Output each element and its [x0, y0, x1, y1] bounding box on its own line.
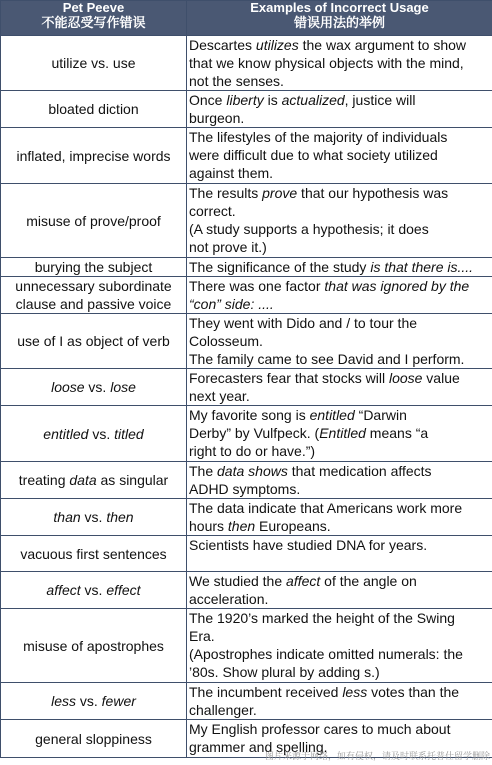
example-text: that medication affects [287, 463, 432, 479]
pet-peeve-text: vs. [80, 582, 107, 598]
example-line [189, 184, 492, 202]
example-cell [187, 499, 492, 536]
example-text: data shows [217, 463, 288, 479]
example-text: Europeans. [255, 518, 331, 534]
pet-peeve-cell [1, 683, 187, 720]
pet-peeve-text: vs. [88, 425, 115, 442]
example-line [189, 406, 492, 424]
example-cell [187, 184, 492, 258]
example-line [189, 701, 492, 719]
pet-peeve-text: inflated, imprecise words [16, 147, 171, 164]
pet-peeve-cell [1, 184, 187, 258]
example-line [189, 109, 492, 127]
example-text: Forecasters fear that stocks will [189, 370, 389, 386]
header-examples [187, 1, 492, 36]
example-text: The incumbent received [189, 684, 343, 700]
example-text: liberty [226, 92, 264, 108]
example-line [189, 314, 492, 332]
pet-peeve-text: affect [46, 582, 81, 598]
example-text: Once [189, 92, 227, 108]
example-text: against them. [189, 165, 274, 181]
example-text: then [227, 518, 256, 534]
table-row [1, 369, 492, 406]
table-row [1, 683, 492, 720]
watermark-text: 图片来源于网络，如有侵权，请及时联系托普仕留学删除 [264, 752, 490, 762]
example-line [189, 36, 492, 54]
example-line [189, 683, 492, 701]
example-line [189, 590, 492, 608]
example-text: is that there is.... [370, 259, 474, 275]
example-text: value [422, 370, 460, 386]
example-text: challenger. [189, 702, 257, 718]
example-line [189, 72, 492, 90]
pet-peeve-cell [1, 406, 187, 462]
example-line [189, 332, 492, 350]
pet-peeve-text: general sloppiness [35, 730, 152, 747]
example-text: of the angle on [320, 573, 417, 589]
example-text: There was one factor [189, 278, 325, 294]
example-text: Scientists have studied DNA for years. [189, 537, 428, 553]
table-row [1, 258, 492, 277]
example-line [189, 295, 492, 313]
example-cell [187, 277, 492, 314]
pet-peeve-text: as singular [96, 472, 169, 488]
pet-peeve-text: lose [110, 379, 136, 395]
example-text: The family came to see David and I perform. [189, 351, 465, 367]
example-text: Descartes [189, 37, 256, 53]
example-cell [187, 258, 492, 277]
example-text: Derby” by Vulfpeck. ( [189, 425, 320, 441]
example-text: that was ignored by the [324, 278, 470, 294]
pet-peeve-cell [1, 277, 187, 314]
example-line [189, 128, 492, 146]
example-text: Era. [189, 628, 215, 644]
pet-peeve-cell [1, 128, 187, 184]
pet-peeve-cell [1, 369, 187, 406]
pet-peeve-text: fewer [101, 693, 136, 709]
pet-peeve-text: burying the subject [34, 259, 153, 275]
example-line [189, 202, 492, 220]
pet-peeve-text: vs. [84, 379, 111, 395]
pet-peeve-text: vs. [80, 509, 107, 525]
pet-peeve-text: misuse of prove/proof [26, 212, 161, 229]
example-text: (A study supports a hypothesis; it does [189, 221, 429, 237]
example-text: is [263, 92, 282, 108]
example-line [189, 462, 492, 480]
pet-peeve-text: loose [51, 379, 85, 395]
pet-peeve-cell [1, 314, 187, 369]
pet-peeve-text: titled [114, 425, 144, 442]
example-text: “Darwin [354, 407, 407, 423]
example-line [189, 663, 492, 681]
example-text: right to do or have.”) [189, 443, 316, 459]
example-text: not prove it.) [189, 239, 267, 255]
pet-peeve-text: unnecessary subordinate clause and passive voice [15, 278, 172, 312]
example-text: We studied the [189, 573, 287, 589]
example-line [189, 609, 492, 627]
pet-peeve-text: effect [106, 582, 141, 598]
example-text: not the senses. [189, 73, 284, 89]
example-line [189, 350, 492, 368]
example-text: Colosseum. [189, 333, 263, 349]
example-text: correct. [189, 203, 236, 219]
example-text: the wax argument to show [298, 37, 467, 53]
pet-peeve-cell [1, 258, 187, 277]
pet-peeve-text: entitled [43, 425, 89, 442]
pet-peeve-cell [1, 536, 187, 572]
example-line [189, 572, 492, 590]
example-text: The 1920’s marked the height of the Swing [189, 610, 455, 626]
pet-peeve-cell [1, 91, 187, 128]
example-cell [187, 369, 492, 406]
example-line [189, 442, 492, 460]
example-text: entitled [309, 407, 355, 423]
table-row [1, 609, 492, 683]
header-pet-peeve-en: Pet Peeve [62, 0, 125, 15]
example-text: “con” side: .... [189, 296, 274, 312]
pet-peeve-text: bloated diction [48, 101, 139, 117]
example-text: burgeon. [189, 110, 245, 126]
example-text: , justice will [344, 92, 416, 108]
example-line [189, 220, 492, 238]
example-cell [187, 462, 492, 499]
example-line [189, 645, 492, 663]
example-text: votes than the [367, 684, 460, 700]
table-row [1, 128, 492, 184]
table-row [1, 91, 492, 128]
example-text: actualized [281, 92, 345, 108]
header-pet-peeve [1, 1, 187, 36]
example-line [189, 91, 492, 109]
table-row [1, 536, 492, 572]
example-text: ADHD symptoms. [189, 481, 301, 497]
example-text: (Apostrophes indicate omitted numerals: the [189, 646, 463, 662]
example-line [189, 146, 492, 164]
table-row [1, 184, 492, 258]
pet-peeve-cell [1, 572, 187, 609]
example-text: affect [286, 573, 321, 589]
example-text: The significance of the study [189, 259, 371, 275]
table-row [1, 462, 492, 499]
example-text: Entitled [319, 425, 366, 441]
example-cell [187, 314, 492, 369]
example-text: The [189, 463, 218, 479]
pet-peeve-text: vs. [76, 693, 102, 709]
table-row [1, 499, 492, 536]
table-header-row [1, 1, 492, 36]
pet-peeve-text: misuse of apostrophes [23, 637, 164, 654]
example-line [189, 258, 492, 276]
example-line [189, 277, 492, 295]
example-text: grammer and spelling. [189, 739, 328, 755]
example-text: loose [388, 370, 423, 386]
example-cell [187, 609, 492, 683]
example-cell [187, 128, 492, 184]
example-line [189, 517, 492, 535]
table-row [1, 36, 492, 91]
pet-peeve-cell [1, 609, 187, 683]
table-row [1, 277, 492, 314]
table-row [1, 572, 492, 609]
example-line [189, 720, 492, 738]
example-line [189, 536, 492, 554]
example-line [189, 424, 492, 442]
example-text: that our hypothesis was [297, 185, 449, 201]
table-row [1, 314, 492, 369]
pet-peeve-text: use of I as object of verb [17, 333, 170, 349]
pet-peeve-text: than [53, 509, 81, 525]
example-text: means “a [365, 425, 429, 441]
example-text: less [342, 684, 368, 700]
example-text: The results [189, 185, 263, 201]
example-line [189, 164, 492, 182]
pet-peeve-cell [1, 720, 187, 758]
example-text: My favorite song is [189, 407, 310, 423]
pet-peeve-text: vacuous first sentences [20, 545, 167, 562]
example-text: next year. [189, 388, 250, 404]
example-text: The lifestyles of the majority of individuals [189, 129, 448, 145]
example-cell [187, 91, 492, 128]
example-cell [187, 683, 492, 720]
example-text: acceleration. [189, 591, 269, 607]
example-text: They went with Dido and / to tour the [189, 315, 418, 331]
example-text: that we know physical objects with the mind, [189, 55, 464, 71]
example-text: The data indicate that Americans work more [189, 500, 463, 516]
example-text: were difficult due to what society utilized [189, 147, 438, 163]
pet-peeve-cell [1, 462, 187, 499]
pet-peeve-text: less [51, 693, 76, 709]
example-cell [187, 536, 492, 572]
example-line [189, 238, 492, 256]
pet-peeve-text: data [69, 472, 97, 488]
example-line [189, 499, 492, 517]
header-examples-zh: 错误用法的举例 [293, 15, 385, 30]
example-line [189, 480, 492, 498]
example-text: hours [189, 518, 228, 534]
example-cell [187, 36, 492, 91]
header-pet-peeve-zh: 不能忍受写作错误 [41, 15, 146, 30]
pet-peeve-text: utilize vs. use [51, 55, 136, 71]
example-text: My English professor cares to much about [189, 721, 451, 737]
pet-peeve-cell [1, 36, 187, 91]
table-body [1, 36, 492, 758]
example-cell [187, 406, 492, 462]
example-cell [187, 572, 492, 609]
example-text: ’80s. Show plural by adding s.) [189, 664, 380, 680]
table-row [1, 406, 492, 462]
example-line [189, 387, 492, 405]
example-text: utilizes [255, 37, 299, 53]
header-examples-en: Examples of Incorrect Usage [250, 0, 429, 15]
pet-peeve-text: then [106, 509, 134, 525]
example-text: prove [262, 185, 298, 201]
example-line [189, 369, 492, 387]
example-line [189, 54, 492, 72]
pet-peeve-cell [1, 499, 187, 536]
example-line [189, 627, 492, 645]
pet-peeve-text: treating [18, 472, 70, 488]
